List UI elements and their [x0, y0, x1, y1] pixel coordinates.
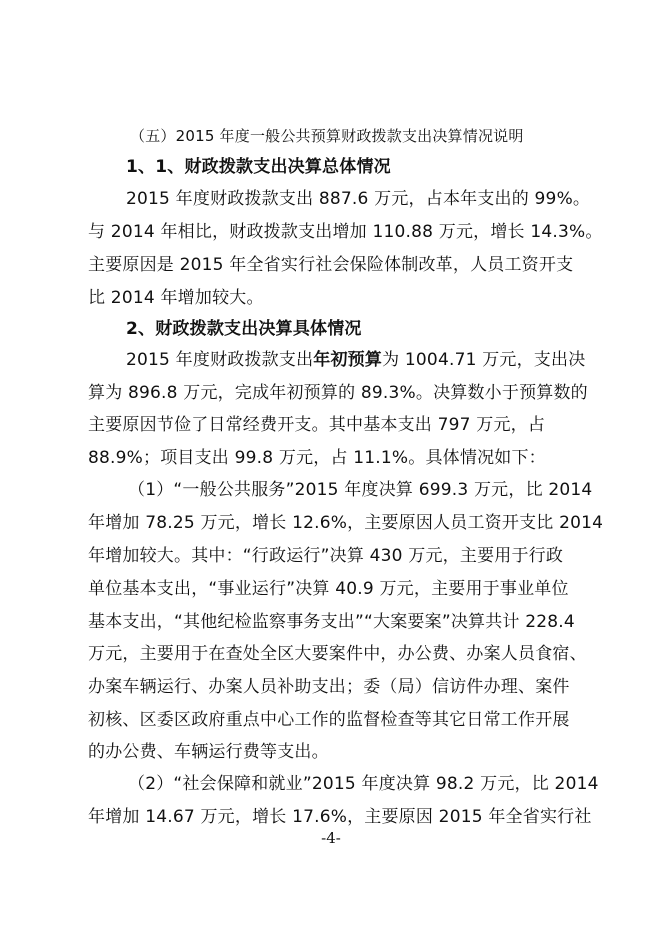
paragraph-line: 万元，主要用于在查处全区大要案件中，办公费、办案人员食宿、	[88, 644, 587, 664]
paragraph-line: 年增加 14.67 万元，增长 17.6%，主要原因 2015 年全省实行社	[88, 807, 592, 827]
paragraph-line: 初核、区委区政府重点中心工作的监督检查等其它日常工作开展	[88, 710, 570, 730]
heading-detail: 2、财政拨款支出决算具体情况	[126, 319, 362, 339]
paragraph-line: 88.9%；项目支出 99.8 万元，占 11.1%。具体情况如下：	[88, 448, 546, 468]
paragraph-line: 2015 年度财政拨款支出 887.6 万元，占本年支出的 99%。	[126, 189, 591, 209]
paragraph-line: 基本支出，“其他纪检监察事务支出”“大案要案”决算共计 228.4	[88, 612, 575, 632]
emphasis-text: 年初预算	[313, 350, 383, 370]
heading-overall: 1、1、财政拨款支出决算总体情况	[126, 157, 391, 177]
paragraph-line: 主要原因节俭了日常经费开支。其中基本支出 797 万元，占	[88, 415, 546, 435]
paragraph-line	[126, 348, 585, 372]
paragraph-line: 年增加 78.25 万元，增长 12.6%，主要原因人员工资开支比 2014	[88, 513, 604, 533]
paragraph-line: 比 2014 年增加较大。	[88, 288, 264, 308]
text-segment: 为 1004.71 万元，支出决	[382, 350, 586, 370]
paragraph-line: 算为 896.8 万元，完成年初预算的 89.3%。决算数小于预算数的	[88, 383, 588, 403]
paragraph-line: （1）“一般公共服务”2015 年度决算 699.3 万元，比 2014	[128, 480, 593, 500]
paragraph-line: 主要原因是 2015 年全省实行社会保险体制改革，人员工资开支	[88, 255, 574, 275]
page-number: -4-	[321, 829, 341, 847]
paragraph-line: （2）“社会保障和就业”2015 年度决算 98.2 万元，比 2014	[128, 774, 599, 794]
paragraph-line: 与 2014 年相比，财政拨款支出增加 110.88 万元，增长 14.3%。	[88, 222, 603, 242]
paragraph-line: 单位基本支出，“事业运行”决算 40.9 万元，主要用于事业单位	[88, 579, 569, 599]
paragraph-line: 的办公费、车辆运行费等支出。	[88, 742, 329, 762]
section-title: （五）2015 年度一般公共预算财政拨款支出决算情况说明	[130, 127, 524, 145]
paragraph-line: 办案车辆运行、办案人员补助支出；委（局）信访件办理、案件	[88, 677, 570, 697]
text-segment: 2015 年度财政拨款支出	[126, 350, 314, 370]
paragraph-line: 年增加较大。其中：“行政运行”决算 430 万元，主要用于行政	[88, 546, 564, 566]
